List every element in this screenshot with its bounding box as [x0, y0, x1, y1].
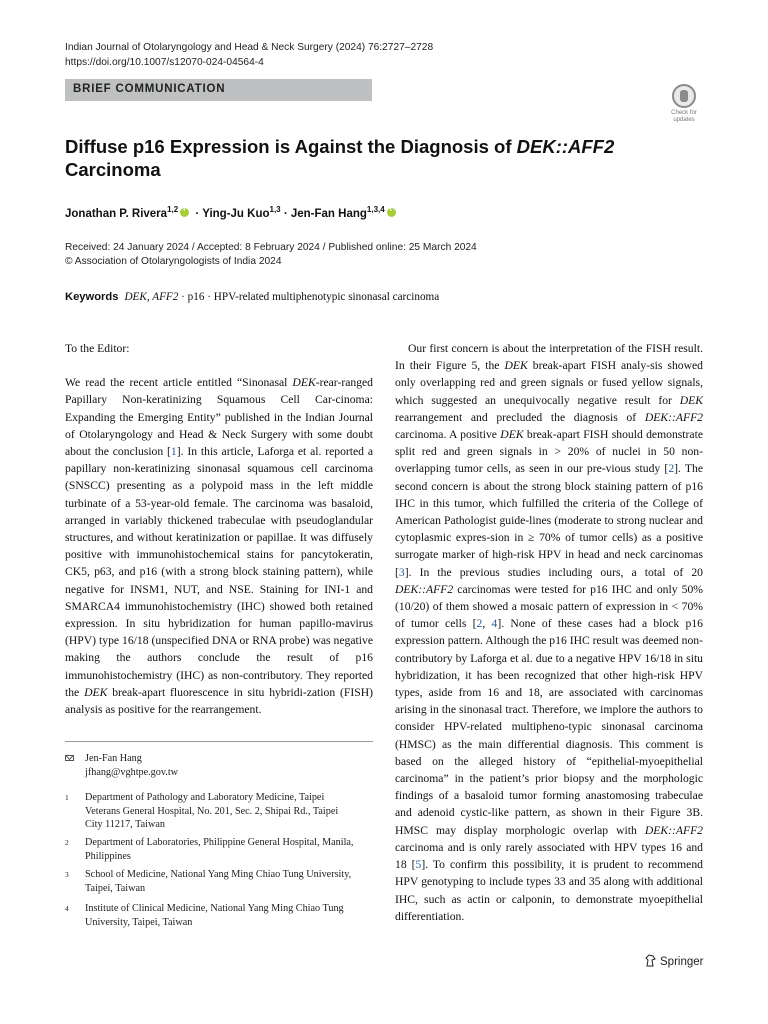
article-type-label: BRIEF COMMUNICATION	[73, 83, 226, 95]
citation-link[interactable]: 3	[398, 565, 405, 579]
author-separator: ·	[280, 207, 291, 220]
orcid-icon[interactable]	[180, 208, 189, 217]
check-updates-icon	[672, 84, 696, 108]
dates-line: Received: 24 January 2024 / Accepted: 8 February 2024 / Published online: 25 March 2024	[65, 242, 477, 253]
affiliation-item	[65, 836, 355, 863]
affiliation-item	[65, 902, 355, 929]
doi-link[interactable]: https://doi.org/10.1007/s12070-024-04564-4	[65, 57, 264, 68]
paragraph: We read the recent article entitled “Sinonasal DEK-rear-ranged Papillary Non-keratinizing Squamous Cell Car-cinoma: Expanding the Emerging Entity” published in the Indian Journal of Otolaryngology and Head & Neck Surgery with some doubt about the conclusion [1]. In this article, Laforga et al. reported a papillary non-keratinizing sinonasal squamous cell carcinoma (SNSCC) presenting as a polypoid mass in the left middle turbinate of a 53-year-old female. The carcinoma was basaloid, arranged in variably thickened trabeculae with pseudoglandular structures, and without keratinization or papillae. It was diffusely positive with immunohistochemical stains for pancytokeratin, CK5, p63, and p16 (with a strong block staining pattern), while negative for INSM1, NUT, and NSE. Staining for INI-1 and SMARCA4 immunohistochemistry (IHC) showed both retained expression. In situ hybridization for human papillo-mavirus (HPV) type 16/18 (unspecified DNA or RNA probe) was negative making the authors conclude the result of p16 immunohistochemistry (IHC) as non-contributory. They reported the DEK break-apart fluorescence in situ hybridi-zation (FISH) analysis as positive for the rearrangement.	[65, 376, 374, 717]
footnote-divider	[65, 741, 373, 742]
citation-link[interactable]: 2	[668, 462, 675, 476]
contact-email[interactable]: jfhang@vghtpe.gov.tw	[85, 766, 179, 778]
keywords	[65, 291, 439, 303]
affiliation-text: Department of Pathology and Laboratory Medicine, Taipei Veterans General Hospital, No. 201, Sec. 2, Shipai Rd., Taipei City 11217, Taiwan	[85, 792, 339, 830]
springer-horse-icon	[645, 954, 656, 967]
affiliation-item	[65, 868, 355, 895]
keywords-label: Keywords	[65, 291, 119, 303]
body-column-right	[395, 340, 703, 925]
author-list	[65, 205, 399, 220]
article-title: Diffuse p16 Expression is Against the Diagnosis of DEK::AFF2 Carcinoma	[65, 136, 615, 180]
publisher-name: Springer	[660, 956, 704, 968]
affiliation-number: 3	[65, 870, 69, 879]
citation-link[interactable]: 1	[170, 445, 177, 459]
author-name: Ying-Ju Kuo	[202, 207, 270, 220]
citation-link[interactable]: 4	[491, 617, 498, 631]
keywords-rest: · p16 · HPV-related multiphenotypic sinonasal carcinoma	[178, 291, 440, 303]
keywords-italic: DEK, AFF2	[124, 291, 179, 303]
author-affil: 1,3	[269, 205, 281, 214]
author-affil: 1,3,4	[366, 205, 385, 214]
affiliation-text: School of Medicine, National Yang Ming Chiao Tung University, Taipei, Taiwan	[85, 869, 352, 894]
author-separator: ·	[192, 207, 203, 220]
affiliation-number: 2	[65, 838, 69, 847]
contact-name: Jen-Fan Hang	[85, 753, 142, 764]
check-for-updates-badge[interactable]	[664, 84, 704, 124]
citation-link[interactable]: 2	[476, 617, 483, 631]
affiliation-text: Institute of Clinical Medicine, National Yang Ming Chiao Tung University, Taipei, Taiwan	[85, 903, 344, 928]
body-column-left	[65, 340, 373, 718]
citation-link[interactable]: 5	[415, 858, 422, 872]
publisher-logo	[645, 952, 703, 968]
paragraph: Our first concern is about the interpretation of the FISH result. In their Figure 5, the DEK break-apart FISH analy-sis showed only overlapping red and green signals or fused yellow signals, which suggested an unequivocally negative result for DEK rearrangement and precluded the diagnosis of DEK::AFF2 carcinoma. A positive DEK break-apart FISH should demonstrate split red and green signals in > 20% of nuclei in 50 non-overlapping tumor cells, as seen in our pre-vious study [2]. The second concern is about the strong block staining pattern of p16 IHC in this tumor, which fulfilled the criteria of the College of American Pathologist guide-lines (moderate to strong nuclear and cytoplasmic expres-sion in ≥ 70% of tumor cells) as a positive surrogate marker of high-risk HPV in head and neck carcinomas [3]. In the previous studies including ours, a total of 20 DEK::AFF2 carcinomas were tested for p16 IHC and only 50% (10/20) of them showed a mosaic pattern of expression in < 70% of tumor cells [2, 4]. None of these cases had a block p16 expression pattern. Although the p16 IHC result was deemed non-contributory by Laforga et al. due to a negative HPV 16/18 in situ hybridization, it has been recognized that other high-risk HPV types, aside from 16 and 18, are associated with carcinomas arising in the sinonasal tract. Therefore, we implore the authors to consider HPV-related multipheno-typic sinonasal carcinoma (HMSC) as the main differential diagnosis. This comment is based on the alleged history of “epithelial-myoepithelial carcinoma” in the patient’s prior biopsy and the morphologic findings of a basaloid tumor forming anastomosing trabeculae and adenoid cystic-like pattern, as shown in their Figure 3B. HMSC may display morphologic overlap with DEK::AFF2 carcinoma and is only rarely associated with HPV types 16 and 18 [5]. To confirm this possibility, it is prudent to recommend HPV genotyping to include types 33 and 35 along with additional IHC, such as actin or calponin, to demonstrate myoepithelial differentiation.	[395, 342, 703, 923]
publication-dates	[65, 241, 477, 268]
journal-citation: Indian Journal of Otolaryngology and Head & Neck Surgery (2024) 76:2727–2728	[65, 42, 434, 53]
affiliation-number: 1	[65, 793, 69, 802]
title-gene: DEK::AFF2	[516, 136, 615, 157]
corresponding-author	[65, 752, 373, 779]
orcid-icon[interactable]	[387, 208, 396, 217]
copyright-line: © Association of Otolaryngologists of India 2024	[65, 255, 282, 267]
envelope-icon	[65, 755, 74, 761]
affiliation-item	[65, 791, 355, 832]
author-affil: 1,2	[167, 205, 179, 214]
salutation: To the Editor:	[65, 342, 130, 355]
check-updates-label: Check for updates	[671, 110, 697, 123]
article-type-banner	[65, 79, 372, 101]
affiliation-number: 4	[65, 904, 69, 913]
affiliation-text: Department of Laboratories, Philippine General Hospital, Manila, Philippines	[85, 837, 354, 862]
author-name: Jonathan P. Rivera	[65, 207, 168, 220]
journal-header	[65, 40, 433, 70]
author-name: Jen-Fan Hang	[290, 207, 367, 220]
